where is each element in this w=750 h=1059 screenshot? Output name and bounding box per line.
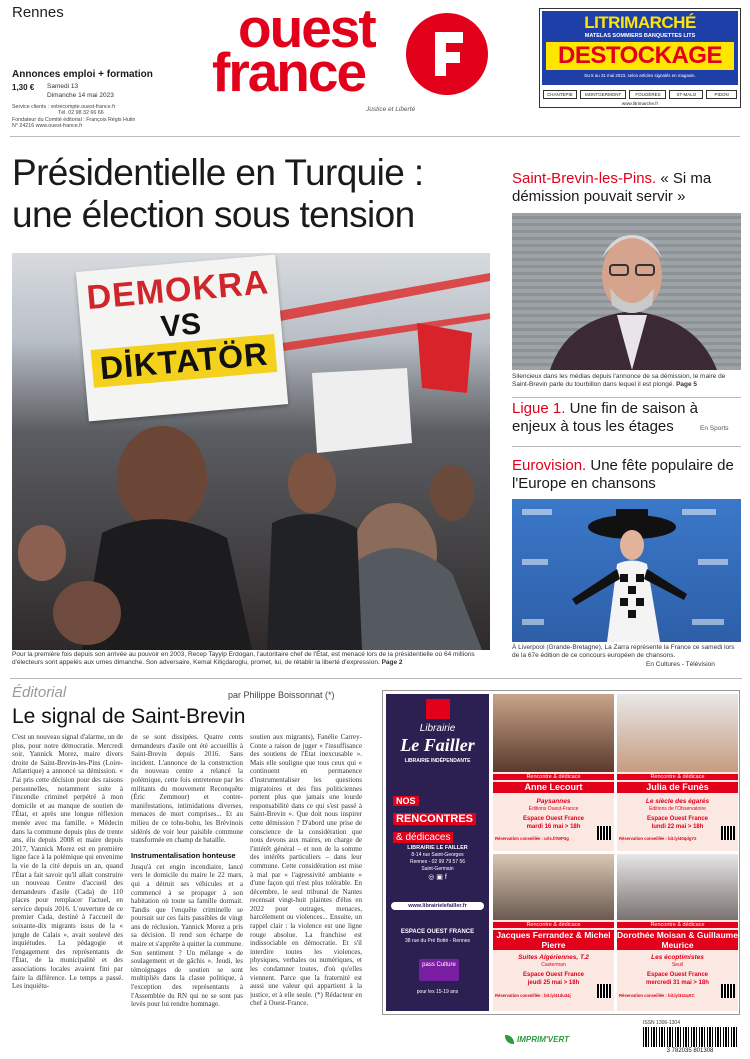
story3-caption: À Liverpool (Grande-Bretagne), La Zarra représente la France ce samedi lors de la 67e édition de ce concours européen de chansons.	[512, 644, 735, 659]
promo-line-3: & dédicaces	[393, 832, 453, 843]
event-card-1[interactable]	[493, 694, 614, 851]
event-author: Julia de Funès	[617, 782, 738, 793]
event-venue: Espace Ouest France	[646, 972, 709, 978]
qr-code-icon[interactable]	[721, 826, 735, 840]
lead-caption-text: Pour la première fois depuis son arrivée au pouvoir en 2003, Recep Tayyip Erdogan, l'autoritaire chef de l'État, est menacé lors de la présidentielle où 64 millions d'électeurs sont appelés aux urnes dimanche. Son adversaire, Kemal Kiliçdaroglu, promet, lui, de rétablir la liberté d'expression.	[12, 651, 475, 666]
event-time: > 18h	[693, 980, 709, 986]
event-card-4[interactable]	[617, 854, 738, 1011]
lower-divider	[10, 678, 742, 679]
editorial-title[interactable]: Le signal de Saint-Brevin	[12, 705, 246, 728]
store-address	[386, 845, 489, 881]
ad-store: MONTGERMONT	[580, 90, 627, 99]
service-email[interactable]: votrecompte.ouest-france.fr	[50, 104, 116, 110]
story1-caption-text: Silencieux dans les médias depuis l'annonce de sa démission, le maire de Saint-Brevin parle du tourbillon dans lequel il est plongé.	[512, 373, 726, 388]
store-url[interactable]: www.librairielefailler.fr	[391, 902, 484, 910]
barcode-number: 3 782035 801308	[666, 1048, 714, 1054]
mayor-illustration	[512, 213, 741, 370]
event-date-text: lundi 22 mai	[651, 824, 687, 830]
event-date-text: mardi 16 mai	[526, 824, 564, 830]
imprim-vert-logo	[505, 1035, 569, 1044]
store-address-3: Rennes - 02 99 79 57 56	[409, 859, 466, 865]
event-author: Dorothée Moisan & Guillaume Meurice	[617, 930, 738, 950]
event-date-text: jeudi 25 mai	[527, 980, 563, 986]
ad-store: PIDON	[706, 90, 737, 99]
event-time: > 18h	[563, 980, 580, 986]
founder-line: Fondateur du Comité éditorial : François Régis Hutin	[12, 116, 136, 123]
event-reservation[interactable]: Réservation conseillée : urls.fr/WP3g	[495, 836, 569, 841]
event-kicker: Rencontre & dédicace	[493, 922, 614, 928]
logo-word-france: france	[212, 41, 366, 103]
event-venue: Espace Ouest France	[646, 816, 709, 822]
barcode-bars	[643, 1027, 737, 1047]
event-author: Anne Lecourt	[493, 782, 614, 793]
sign-line-1: DEMOKRA	[85, 263, 271, 318]
author-photo	[493, 694, 614, 772]
edition-name: Rennes	[12, 4, 64, 21]
event-author: Jacques Ferrandez & Michel Pierre	[493, 930, 614, 950]
author-photo	[493, 854, 614, 920]
event-date	[493, 980, 614, 986]
editorial-col-1: C'est un nouveau signal d'alarme, un de plus, pour notre démocratie. Mercredi soir, Yannick Morez, maire divers droite de Saint-Brevin-les-Pins (Loire-Atlantique) a annoncé sa démission. « J'ai pris cette décision pour des raisons personnelles, notamment suite à l'incendie criminel perpétré à mon domicile et au manque de soutien de l'État, et après une longue réflexion menée avec ma famille. » Médecin dans la commune depuis plus de trente ans, élu depuis 2008 et maire depuis 2017, Yannick Morez est en première ligne face à la polémique qui envenime la vie de la cité depuis un an, quand l'État a fait savoir qu'il allait construire un nouveau Centre d'accueil des demandeurs d'asile (Cada) de 110 places pour remplacer l'actuel, en service depuis 2016. L'ouverture de ce premier Cada, destiné à l'accueil de soixante-dix migrants issus de la « jungle de Calais », avait soulevé des inquiétudes. La pédagogie et l'engagement des représentants de l'État, de la municipalité et des associations locales avaient fini par faire la différence. Le temps a passé. Les inquiétu-	[12, 733, 123, 991]
event-reservation[interactable]: Réservation conseillée : bit.ly/341qKC	[619, 993, 695, 998]
side-divider	[512, 446, 741, 447]
book-icon	[426, 699, 450, 719]
tagline: Justice et Liberté	[366, 106, 416, 113]
ad-url[interactable]: www.litrimarche.fr	[621, 101, 659, 106]
story3-kicker: Eurovision.	[512, 457, 587, 474]
espace-address: 38 rue du Pré Botté - Rennes	[404, 938, 471, 944]
event-venue: Espace Ouest France	[522, 972, 585, 978]
ad-store: FOUGÈRES	[629, 90, 666, 99]
event-time: > 18h	[564, 824, 581, 830]
store-sub: LIBRAIRIE INDÉPENDANTE	[404, 758, 471, 764]
lead-headline[interactable]	[12, 152, 502, 236]
story1-kicker: Saint-Brevin-les-Pins.	[512, 170, 657, 187]
date-line-1: Samedi 13	[47, 83, 79, 90]
editorial-col-3: soutien aux migrants), Fanélie Carrey-Conte a raison de juger « l'insuffisance des soutiens de l'État inexcusable ». Mais elle souligne que tous ceux qui « continuent en permanence d'instrumentaliser les questions migratoires et des fins politiciennes portent plus que jamais une lourde responsabilité dans ce qui s'est passé à Saint-Brevin ». Que doit nous inspirer cette démission ? D'abord une prise de conscience de la considération que nous devons aux maires, en charge de l'intérêt général – et non de la somme des intérêts particuliers – dans leur commune. Cette considération est mise à mal par « l'agressivité ambiante » d'une façon qui n'est plus tolérable. En décembre, le seul tribunal de Nantes recensait vingt-huit plaintes d'élus en 2022 pour outrages, menaces, harcèlement ou violences... Ensuite, un rappel clair : la violence est une ligne rouge absolue. La franchise est indissociable en démocratie. Et s'il interdire toutes les violences, physiques, verbales ou numériques, et les condamner toutes, d'où qu'elles viennent. Parce que la fraternité est aussi une valeur qui appartient à la justice, et à elle seule. (*) Rédacteur en chef à Ouest-France.	[250, 733, 362, 1008]
ad-headline: DESTOCKAGE	[546, 42, 734, 70]
barcode	[640, 1020, 740, 1056]
event-publisher: Éditions Ouest-France	[528, 806, 579, 812]
editorial-subhead: Instrumentalisation honteuse	[131, 850, 236, 860]
story1-page-ref[interactable]: Page 5	[676, 381, 698, 388]
event-date	[493, 824, 614, 830]
service-info	[12, 104, 202, 130]
event-reservation[interactable]: Réservation conseillée : bit.ly/41du34j	[495, 993, 571, 998]
printer-label: IMPRIM'VERT	[517, 1035, 569, 1044]
event-book: Le siècle des égarés	[645, 798, 710, 805]
story1-caption	[512, 373, 741, 389]
story1-title: « Si ma démission pouvait servir »	[512, 170, 712, 205]
protest-sign	[76, 255, 288, 422]
lead-caption	[12, 651, 490, 667]
logo[interactable]	[210, 0, 500, 104]
event-publisher: Éditions de l'Observatoire	[649, 806, 706, 812]
event-kicker: Rencontre & dédicace	[493, 774, 614, 780]
eurovision-photo[interactable]	[512, 499, 741, 642]
store-address-1: LIBRAIRIE LE FAILLER	[407, 845, 468, 851]
sign-line-2: VS	[159, 307, 203, 344]
event-book: Suites Algériennes, T.2	[518, 954, 589, 961]
event-publisher: Seuil	[671, 962, 684, 968]
editorial-label: Éditorial	[12, 684, 67, 701]
story2-ref[interactable]: En Sports	[700, 425, 729, 432]
qr-code-icon[interactable]	[597, 984, 611, 998]
event-date	[617, 980, 738, 986]
qr-code-icon[interactable]	[597, 826, 611, 840]
lead-headline-line-2: une élection sous tension	[12, 194, 415, 235]
lead-page-ref[interactable]: Page 2	[381, 659, 403, 666]
event-time: > 18h	[687, 824, 704, 830]
logo-word-ouest: ouest	[238, 0, 375, 59]
side-divider	[512, 397, 741, 398]
ad-store: CHANTEPIE	[543, 90, 577, 99]
service-tel: Tél. 02 98 32 66 66	[58, 110, 104, 117]
leaf-icon	[505, 1035, 514, 1044]
issue-number: N° 24216 www.ouest-france.fr	[12, 123, 83, 130]
eurovision-illustration	[512, 499, 741, 642]
social-icons[interactable]: ◎ ▣ f	[428, 874, 447, 881]
side-story-eurovision[interactable]	[512, 457, 744, 493]
issn-label: ISSN 1306-1304	[643, 1020, 680, 1026]
event-kicker: Rencontre & dédicace	[617, 922, 738, 928]
event-reservation[interactable]: Réservation conseillée : bit.ly/40qdgY2	[619, 836, 697, 841]
price: 1,30 €	[12, 83, 35, 92]
promo-line-2: RENCONTRES	[393, 813, 476, 825]
qr-code-icon[interactable]	[721, 984, 735, 998]
event-date	[617, 824, 738, 830]
service-label: Service clients :	[12, 104, 50, 110]
date-line-2: Dimanche 14 mai 2023	[47, 92, 114, 99]
author-photo	[617, 694, 738, 772]
story3-title: Une fête populaire de l'Europe en chansons	[512, 457, 734, 492]
promo-line: Annonces emploi + formation	[12, 69, 153, 80]
story2-kicker: Ligue 1.	[512, 400, 566, 417]
ad-librairie[interactable]	[382, 690, 740, 1015]
store-address-2: 8-14 rue Saint-Georges	[411, 852, 464, 858]
event-kicker: Rencontre & dédicace	[617, 774, 738, 780]
editorial-col-2	[131, 733, 243, 1055]
ad-brand: LITRIMARCHÉ	[584, 13, 696, 32]
masthead-divider	[10, 136, 740, 137]
logo-symbol-icon	[405, 12, 489, 96]
sign-line-3: DİKTATÖR	[91, 334, 278, 388]
event-date-text: mercredi 31 mai	[646, 980, 692, 986]
espace-title: ESPACE OUEST FRANCE	[400, 929, 475, 935]
editorial-byline: par Philippe Boissonnat (*)	[228, 690, 335, 700]
ad-store: ST-MALO	[669, 90, 703, 99]
ad-litrimarche[interactable]	[539, 8, 741, 108]
ad-products: MATELAS SOMMIERS BANQUETTES LITS	[584, 33, 696, 39]
editorial-col-2b-text: Jusqu'à cet engin incendiaire, lancé vers le domicile du maire le 22 mars, qui a détruit ses véhicules et a commencé à se propager à son habitation où toute sa famille dormait. Tandis que l'enquête criminelle se poursuit sur ces faits passibles de vingt ans de réclusion, Yannick Morez a pris sa décision. Il rend son écharpe de maire et s'apprête à quitter la commune. Son sentiment ? Un mélange « de soulagement et de gâchis ». Jeudi, les témoignages de soutien se sont multipliés dans la classe politique, à l'exception des représentants à l'Assemblée du RN qui ne se sont pas levés pour lui rendre hommage.	[131, 862, 243, 1009]
event-publisher: Casterman	[541, 962, 566, 968]
promo-box	[393, 791, 476, 845]
lead-headline-line-1: Présidentielle en Turquie :	[12, 152, 424, 193]
ad-dates: Du 5 au 31 mai 2023, selon articles signalés en magasin.	[584, 73, 696, 78]
store-address-4: Saint-Germain	[421, 866, 454, 872]
store-label: Librairie	[419, 723, 456, 734]
author-photo	[617, 854, 738, 920]
ad-stores	[543, 90, 737, 99]
story2-title: Une fin de saison à enjeux à tous les étages	[512, 400, 698, 435]
lead-photo[interactable]	[12, 253, 490, 650]
event-card-3[interactable]	[493, 854, 614, 1011]
pass-sub: pour les 15-19 ans	[416, 989, 459, 995]
promo-line-1: NOS	[393, 796, 419, 806]
story3-ref[interactable]: En Cultures - Télévision	[646, 661, 715, 668]
event-venue: Espace Ouest France	[522, 816, 585, 822]
mayor-photo[interactable]	[512, 213, 741, 370]
store-name: Le Failler	[400, 735, 475, 755]
pass-culture: pass Culture	[419, 959, 459, 981]
event-book: Les écoptimistes	[651, 954, 704, 961]
side-story-saint-brevin[interactable]	[512, 170, 744, 206]
event-book: Paysannes	[536, 798, 571, 805]
event-card-2[interactable]	[617, 694, 738, 851]
editorial-col-2-text: de se sont dissipées. Quatre cents demandeurs d'asile ont été accueillis à Saint-Brevin depuis 2016. Sans incident. L'annonce de la construction du nouveau centre a relancé la polémique, cette fois entretenue par les militants du mouvement Reconquête (Éric Zemmour) et contre-manifestations, intimidations diverses, menaces de mort comprises... Et au milieu de ce tohu-bohu, les Brévinois sidérés de voir leur paisible commune transformée en champ de bataille.	[131, 733, 243, 845]
